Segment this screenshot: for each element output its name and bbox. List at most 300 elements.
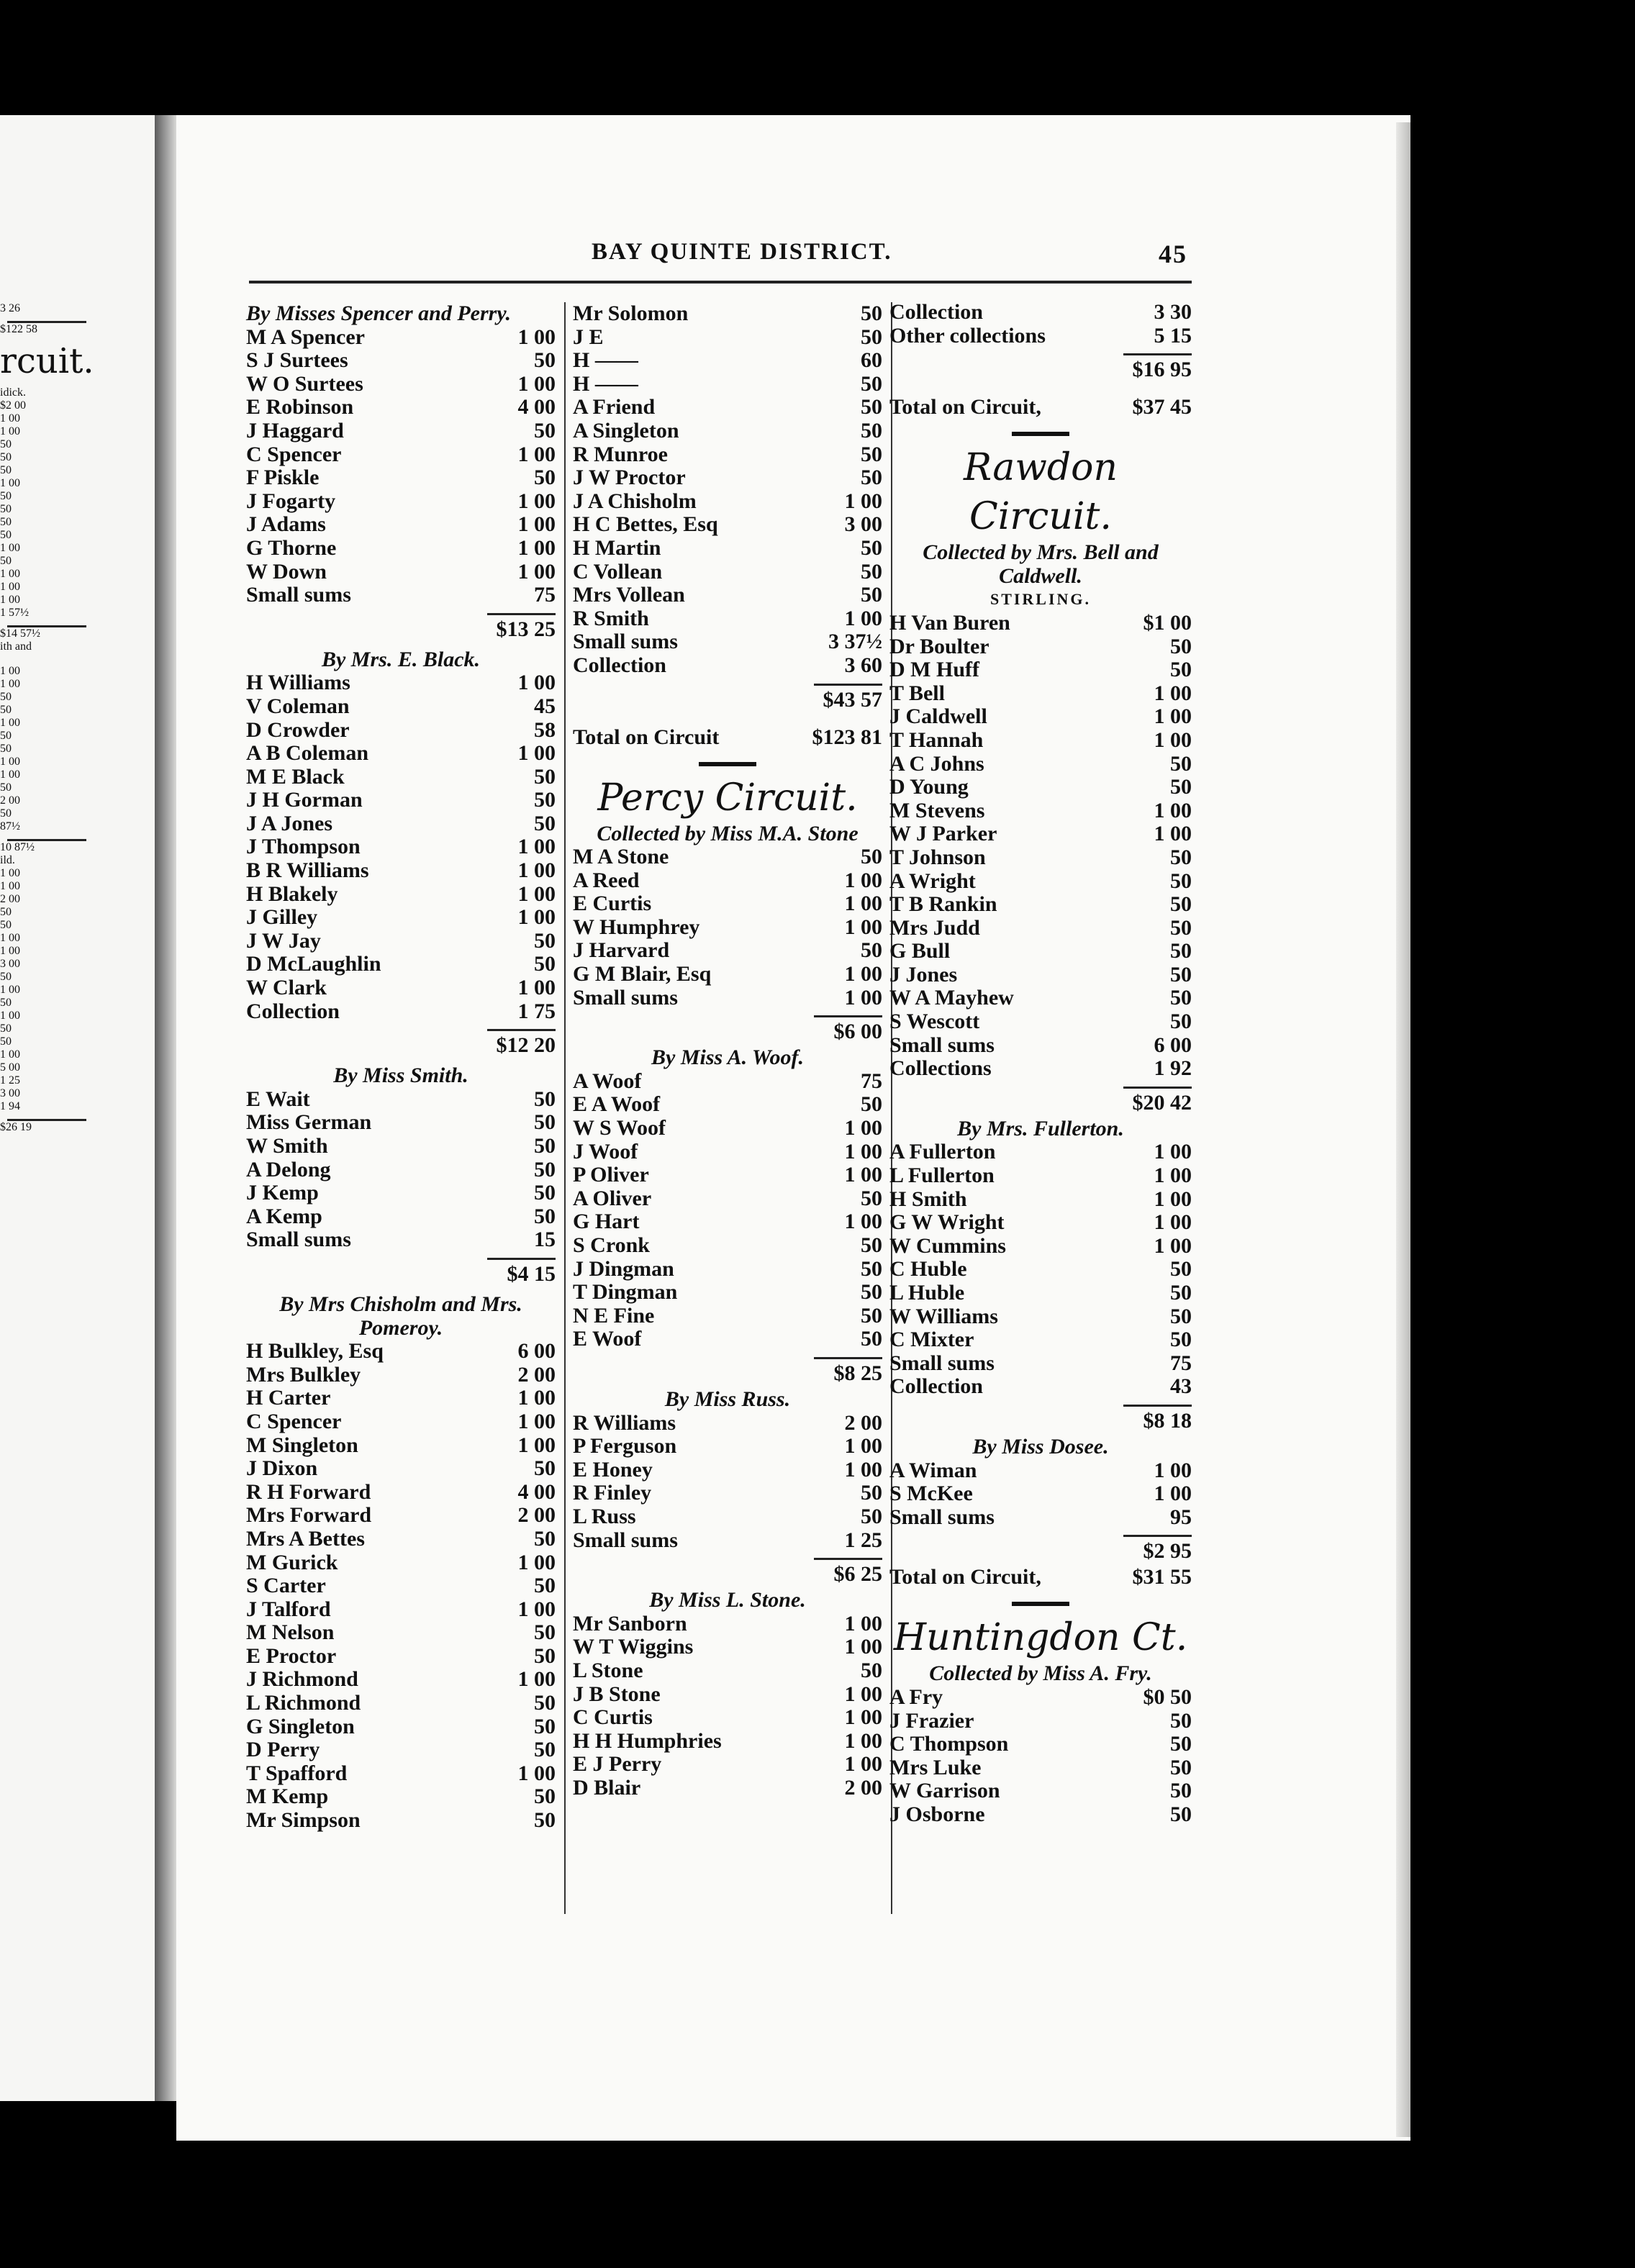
donation-amount: 50 — [534, 1738, 556, 1762]
section-heading: By Mrs. E. Black. — [321, 647, 481, 671]
list-item — [889, 870, 1192, 894]
donor-name: H —— — [573, 371, 638, 396]
list-item — [889, 682, 1192, 706]
list-item — [573, 513, 882, 537]
circuit-title: Huntingdon Ct. — [893, 1616, 1188, 1660]
amount: 50 — [0, 451, 12, 463]
amount: 5 00 — [0, 1061, 20, 1074]
list-item — [246, 812, 556, 836]
list-item — [889, 1010, 1192, 1034]
donor-name: M Kemp — [246, 1784, 329, 1809]
donation-amount: 1 00 — [517, 835, 556, 859]
list-item — [246, 1692, 556, 1715]
donor-name: J Jones — [889, 962, 958, 986]
column-3 — [889, 301, 1192, 1827]
donation-amount: 50 — [534, 1134, 556, 1158]
subtotal-amount: $12 20 — [496, 1033, 556, 1058]
subtotal — [889, 355, 1192, 384]
donation-amount: 50 — [1170, 634, 1192, 658]
donor-name: E Honey — [573, 1457, 653, 1482]
donor-name: H Martin — [573, 535, 661, 560]
subtotal — [246, 1031, 556, 1060]
amount: 1 00 — [0, 542, 20, 554]
amount: 1 00 — [0, 717, 20, 729]
donation-amount: 1 00 — [844, 1210, 882, 1234]
donor-name: J Dingman — [573, 1256, 674, 1281]
list-item — [573, 561, 882, 584]
donor-name: Mrs Luke — [889, 1755, 982, 1779]
donor-name: S McKee — [889, 1482, 973, 1506]
amount: 1 00 — [0, 945, 20, 957]
list-item — [889, 1282, 1192, 1305]
donor-name: M A Stone — [573, 845, 669, 869]
donor-name: R Smith — [573, 606, 649, 630]
amount: 50 — [0, 464, 12, 476]
donor-name: M Nelson — [246, 1620, 335, 1645]
donation-amount: 1 00 — [1154, 1482, 1192, 1506]
list-item — [246, 419, 556, 443]
list-item — [246, 537, 556, 561]
subtotal-amount: $2 95 — [1143, 1539, 1192, 1564]
donor-name: J A Jones — [246, 811, 333, 835]
list-item — [573, 396, 882, 419]
section-heading: By Misses Spencer and Perry. — [246, 301, 512, 325]
donation-amount: 1 00 — [517, 1550, 556, 1574]
donor-name: Mrs Vollean — [573, 583, 685, 607]
amount: 50 — [0, 503, 12, 515]
donor-name: H Williams — [246, 671, 350, 695]
donor-name: Mrs A Bettes — [246, 1526, 365, 1551]
list-item — [573, 1164, 882, 1187]
list-item — [246, 883, 556, 907]
donation-amount: 50 — [861, 845, 882, 869]
donor-name: Collection — [246, 999, 340, 1023]
list-item — [246, 1481, 556, 1505]
donation-amount: 1 00 — [517, 489, 556, 513]
donation-amount: 4 00 — [517, 1479, 556, 1504]
amount: 50 — [0, 691, 12, 703]
donor-name: G Thorne — [246, 535, 337, 560]
donor-name: A Oliver — [573, 1186, 652, 1210]
donor-name: A Fry — [889, 1684, 943, 1709]
amount: 50 — [0, 490, 12, 502]
donation-amount: 75 — [861, 1069, 882, 1093]
donation-amount: 3 60 — [844, 653, 882, 677]
donor-name: W J Parker — [889, 822, 997, 846]
donation-amount: 50 — [534, 348, 556, 373]
list-item — [573, 326, 882, 350]
list-item — [246, 1715, 556, 1739]
subtotal-amount: $14 57½ — [0, 627, 40, 640]
list-item — [246, 443, 556, 467]
donation-amount: 1 00 — [1154, 1458, 1192, 1482]
amount: 50 — [0, 1035, 12, 1048]
list-item — [889, 917, 1192, 940]
donation-amount: 1 00 — [1154, 681, 1192, 705]
donation-amount: 1 00 — [844, 1611, 882, 1636]
subtotal — [246, 1260, 556, 1289]
amount: 1 00 — [0, 594, 20, 606]
section-heading: By Miss Smith. — [333, 1063, 468, 1088]
donor-name: L Richmond — [246, 1691, 361, 1715]
donor-name: A Kemp — [246, 1204, 322, 1228]
list-item — [246, 766, 556, 789]
amount: 50 — [0, 781, 12, 794]
list-item — [246, 584, 556, 607]
subtotal — [246, 615, 556, 644]
list-item — [573, 1210, 882, 1234]
list-item — [573, 1529, 882, 1553]
donor-name: B R Williams — [246, 858, 369, 883]
donor-name: D Blair — [573, 1775, 641, 1800]
donation-amount: 50 — [534, 1643, 556, 1668]
donation-amount: 58 — [534, 717, 556, 742]
amount: $122 58 — [0, 323, 37, 335]
spacer — [0, 653, 86, 665]
list-item — [573, 1187, 882, 1211]
donor-name: M E Black — [246, 764, 345, 789]
donation-amount: 1 00 — [517, 976, 556, 1000]
amount: $2 00 — [0, 399, 26, 412]
collector-line: Collected by Mrs. Bell and Caldwell. — [923, 540, 1159, 588]
donor-name: S Wescott — [889, 1010, 980, 1034]
donor-name: Mrs Bulkley — [246, 1362, 361, 1387]
donor-name: C Mixter — [889, 1328, 974, 1352]
collector-line: Collected by Miss M.A. Stone — [597, 821, 859, 845]
donor-name: L Fullerton — [889, 1164, 995, 1188]
subheading-fragment: ith and — [0, 640, 32, 653]
list-item — [889, 1482, 1192, 1506]
donation-amount: 50 — [1170, 986, 1192, 1010]
list-item — [889, 1211, 1192, 1235]
list-item — [889, 1459, 1192, 1483]
donation-amount: 50 — [861, 1092, 882, 1117]
list-item — [573, 1659, 882, 1683]
list-item — [889, 1710, 1192, 1733]
donation-amount: 1 00 — [844, 1705, 882, 1730]
donation-amount: 50 — [1170, 751, 1192, 776]
list-item — [889, 1733, 1192, 1756]
list-item — [246, 1135, 556, 1158]
subtotal — [573, 1017, 882, 1046]
list-item — [573, 892, 882, 916]
list-item — [573, 1706, 882, 1730]
list-item — [246, 1528, 556, 1551]
list-item — [246, 1738, 556, 1762]
donation-amount: 1 00 — [1154, 1210, 1192, 1235]
list-item — [889, 1140, 1192, 1164]
donation-amount: 50 — [861, 559, 882, 584]
donor-name: G W Wright — [889, 1210, 1005, 1235]
donation-amount: 50 — [1170, 658, 1192, 682]
amount: 1 00 — [0, 1048, 20, 1061]
donor-name: W Garrison — [889, 1779, 1000, 1803]
donation-amount: 50 — [534, 1620, 556, 1645]
list-item — [889, 986, 1192, 1010]
list-item — [246, 1785, 556, 1809]
donation-amount: 1 92 — [1154, 1056, 1192, 1081]
donor-name: J Richmond — [246, 1667, 358, 1692]
donor-name: H Blakely — [246, 881, 338, 906]
amount: 3 00 — [0, 958, 20, 970]
subtotal — [573, 1560, 882, 1589]
list-item — [573, 1281, 882, 1305]
section-heading: By Mrs Chisholm and Mrs. Pomeroy. — [279, 1292, 522, 1340]
list-item — [573, 443, 882, 467]
list-item — [889, 1188, 1192, 1212]
donor-name: T B Rankin — [889, 892, 997, 917]
donation-amount: 1 00 — [1154, 822, 1192, 846]
donation-amount: 50 — [861, 442, 882, 466]
subtotal — [889, 1089, 1192, 1117]
list-item — [573, 584, 882, 607]
donor-name: E Curtis — [573, 892, 652, 916]
donation-amount: 1 00 — [844, 1752, 882, 1777]
donor-name: J E — [573, 325, 604, 349]
donation-amount: 4 00 — [517, 395, 556, 419]
donation-amount: 50 — [1170, 1708, 1192, 1733]
donor-name: R Finley — [573, 1481, 652, 1505]
donation-amount: 1 00 — [517, 1386, 556, 1410]
subtotal-amount: $26 19 — [0, 1121, 32, 1133]
donation-amount: 50 — [861, 1504, 882, 1528]
list-item — [573, 1258, 882, 1282]
list-item — [246, 1387, 556, 1410]
donation-amount: 3 30 — [1154, 300, 1192, 324]
donor-name: L Huble — [889, 1281, 965, 1305]
donor-name: H Carter — [246, 1386, 331, 1410]
subtotal-amount: $16 95 — [1132, 358, 1192, 382]
subtotal-amount: $6 00 — [833, 1020, 882, 1044]
donation-amount: 50 — [534, 952, 556, 976]
list-item — [573, 1777, 882, 1800]
donation-amount: 50 — [1170, 845, 1192, 869]
donation-amount: 1 00 — [844, 489, 882, 513]
donation-amount: 50 — [861, 395, 882, 419]
list-item — [889, 301, 1192, 325]
donation-amount: 2 00 — [844, 1410, 882, 1435]
donor-name: N E Fine — [573, 1303, 655, 1328]
donor-name: W A Mayhew — [889, 986, 1014, 1010]
donation-amount: 50 — [534, 418, 556, 443]
donor-name: P Ferguson — [573, 1434, 677, 1459]
donation-amount: 1 00 — [517, 858, 556, 883]
amount: 1 94 — [0, 1100, 20, 1112]
subtotal — [573, 686, 882, 715]
list-item — [573, 419, 882, 443]
list-item — [889, 1803, 1192, 1827]
list-item — [246, 1111, 556, 1135]
donor-name: J Harvard — [573, 938, 670, 963]
donor-name: Mr Solomon — [573, 301, 689, 325]
list-item — [889, 1164, 1192, 1188]
donation-amount: 1 00 — [1154, 798, 1192, 822]
donation-amount: 50 — [534, 928, 556, 953]
amount: 1 00 — [0, 568, 20, 580]
donation-amount: 50 — [861, 1280, 882, 1305]
donor-name: W Cummins — [889, 1233, 1006, 1258]
donor-name: J A Chisholm — [573, 489, 697, 513]
list-item — [573, 537, 882, 561]
donation-amount: 1 00 — [844, 1728, 882, 1753]
subheading-fragment: idick. — [0, 386, 26, 399]
list-item — [246, 1205, 556, 1229]
donor-name: J W Proctor — [573, 466, 686, 490]
amount: 50 — [0, 743, 12, 755]
circuit-total-amount: $37 45 — [1132, 395, 1192, 419]
list-item — [573, 916, 882, 940]
donation-amount: 50 — [534, 1714, 556, 1738]
column-1 — [246, 302, 556, 1833]
donation-amount: 1 00 — [844, 868, 882, 892]
donor-name: D McLaughlin — [246, 952, 381, 976]
amount: 50 — [0, 555, 12, 567]
list-item — [246, 396, 556, 419]
donor-name: D Perry — [246, 1738, 320, 1762]
list-item — [246, 953, 556, 976]
list-item — [889, 893, 1192, 917]
donation-amount: 15 — [534, 1228, 556, 1252]
amount: 50 — [0, 516, 12, 528]
donation-amount: 50 — [861, 371, 882, 396]
amount: 87½ — [0, 820, 20, 833]
donor-name: H C Bettes, Esq — [573, 512, 718, 537]
amount: 50 — [0, 997, 12, 1009]
amount: 1 00 — [0, 984, 20, 996]
donation-amount: 50 — [1170, 1281, 1192, 1305]
donation-amount: 50 — [861, 938, 882, 963]
list-item — [573, 349, 882, 373]
section-heading: By Mrs. Fullerton. — [957, 1116, 1124, 1140]
donor-name: A Delong — [246, 1157, 331, 1181]
donor-name: Small sums — [889, 1351, 995, 1375]
amount: 1 00 — [0, 1010, 20, 1022]
donor-name: W T Wiggins — [573, 1635, 694, 1659]
donation-amount: 1 00 — [844, 1139, 882, 1164]
donation-amount: 50 — [1170, 1779, 1192, 1803]
list-item — [889, 1756, 1192, 1780]
book-gutter — [155, 115, 176, 2101]
list-item — [246, 1364, 556, 1387]
donor-name: C Vollean — [573, 559, 663, 584]
amount: 1 00 — [0, 678, 20, 690]
list-item — [573, 1140, 882, 1164]
list-item — [573, 1117, 882, 1140]
donor-name: J Fogarty — [246, 489, 336, 513]
donation-amount: 50 — [861, 466, 882, 490]
list-item — [246, 326, 556, 350]
donation-amount: 50 — [1170, 1732, 1192, 1756]
circuit-total-row — [889, 1566, 1192, 1595]
subtotal-amount: $43 57 — [823, 687, 882, 712]
subtotal-amount: $4 15 — [507, 1261, 556, 1286]
donation-amount: 50 — [1170, 1755, 1192, 1779]
list-item — [573, 1459, 882, 1482]
list-item — [573, 1683, 882, 1707]
list-item — [246, 695, 556, 719]
donation-amount: 1 00 — [844, 892, 882, 916]
list-item — [246, 1457, 556, 1481]
donation-amount: 2 00 — [844, 1775, 882, 1800]
list-item — [889, 1352, 1192, 1376]
donation-amount: 50 — [1170, 1304, 1192, 1328]
donor-name: J Dixon — [246, 1456, 318, 1481]
donor-name: W S Woof — [573, 1116, 666, 1140]
donation-amount: 43 — [1170, 1374, 1192, 1399]
donation-amount: 50 — [1170, 1257, 1192, 1282]
left-page-column — [0, 302, 94, 1134]
donation-amount: 50 — [1170, 1802, 1192, 1826]
donation-amount: 50 — [1170, 775, 1192, 799]
donor-name: J Woof — [573, 1139, 638, 1164]
amount: 1 25 — [0, 1074, 20, 1087]
amount: 1 00 — [0, 756, 20, 768]
donor-name: J Gilley — [246, 905, 318, 930]
donor-name: J Caldwell — [889, 704, 987, 729]
circuit-total-label: Total on Circuit, — [889, 1565, 1041, 1589]
list-item — [573, 1482, 882, 1505]
donation-amount: 50 — [534, 1087, 556, 1111]
circuit-total-label: Total on Circuit, — [889, 395, 1041, 419]
donation-amount: 50 — [861, 535, 882, 560]
list-item — [246, 1410, 556, 1434]
donor-name: A C Johns — [889, 751, 984, 776]
donation-amount: 50 — [534, 1456, 556, 1481]
circuit-title: Rawdon Circuit. — [964, 446, 1118, 539]
donation-amount: 50 — [861, 583, 882, 607]
circuit-title-fragment: rcuit. — [0, 341, 94, 381]
list-item — [889, 753, 1192, 776]
donor-name: T Johnson — [889, 845, 986, 869]
donor-name: Mr Sanborn — [573, 1611, 687, 1636]
donation-amount: 95 — [1170, 1505, 1192, 1529]
donor-name: J Thompson — [246, 835, 361, 859]
donation-amount: $1 00 — [1143, 610, 1192, 635]
donation-amount: 1 00 — [517, 325, 556, 349]
donor-name: S Carter — [246, 1574, 326, 1598]
donor-name: E Robinson — [246, 395, 354, 419]
donor-name: V Coleman — [246, 694, 350, 718]
donation-amount: 50 — [1170, 939, 1192, 963]
section-separator — [1012, 432, 1069, 436]
donor-name: Small sums — [246, 583, 351, 607]
list-item — [573, 1305, 882, 1328]
list-item — [889, 729, 1192, 753]
subtotal — [889, 1537, 1192, 1566]
subtotal — [889, 1407, 1192, 1435]
list-item — [246, 789, 556, 812]
donor-name: T Spafford — [246, 1761, 348, 1785]
list-item — [889, 963, 1192, 987]
list-item — [889, 1779, 1192, 1803]
list-item — [889, 635, 1192, 659]
list-item — [246, 976, 556, 1000]
list-item — [573, 1093, 882, 1117]
donation-amount: 6 00 — [1154, 1033, 1192, 1057]
list-item — [246, 859, 556, 883]
donation-amount: 50 — [861, 325, 882, 349]
donor-name: Miss German — [246, 1110, 372, 1135]
amount: 2 00 — [0, 893, 20, 905]
donation-amount: 50 — [534, 1808, 556, 1833]
list-item — [889, 940, 1192, 963]
donation-amount: 50 — [534, 1691, 556, 1715]
donation-amount: 1 00 — [517, 559, 556, 584]
amount: 1 00 — [0, 932, 20, 944]
donor-name: R Munroe — [573, 442, 668, 466]
list-item — [573, 607, 882, 631]
donation-amount: 1 00 — [1154, 1140, 1192, 1164]
